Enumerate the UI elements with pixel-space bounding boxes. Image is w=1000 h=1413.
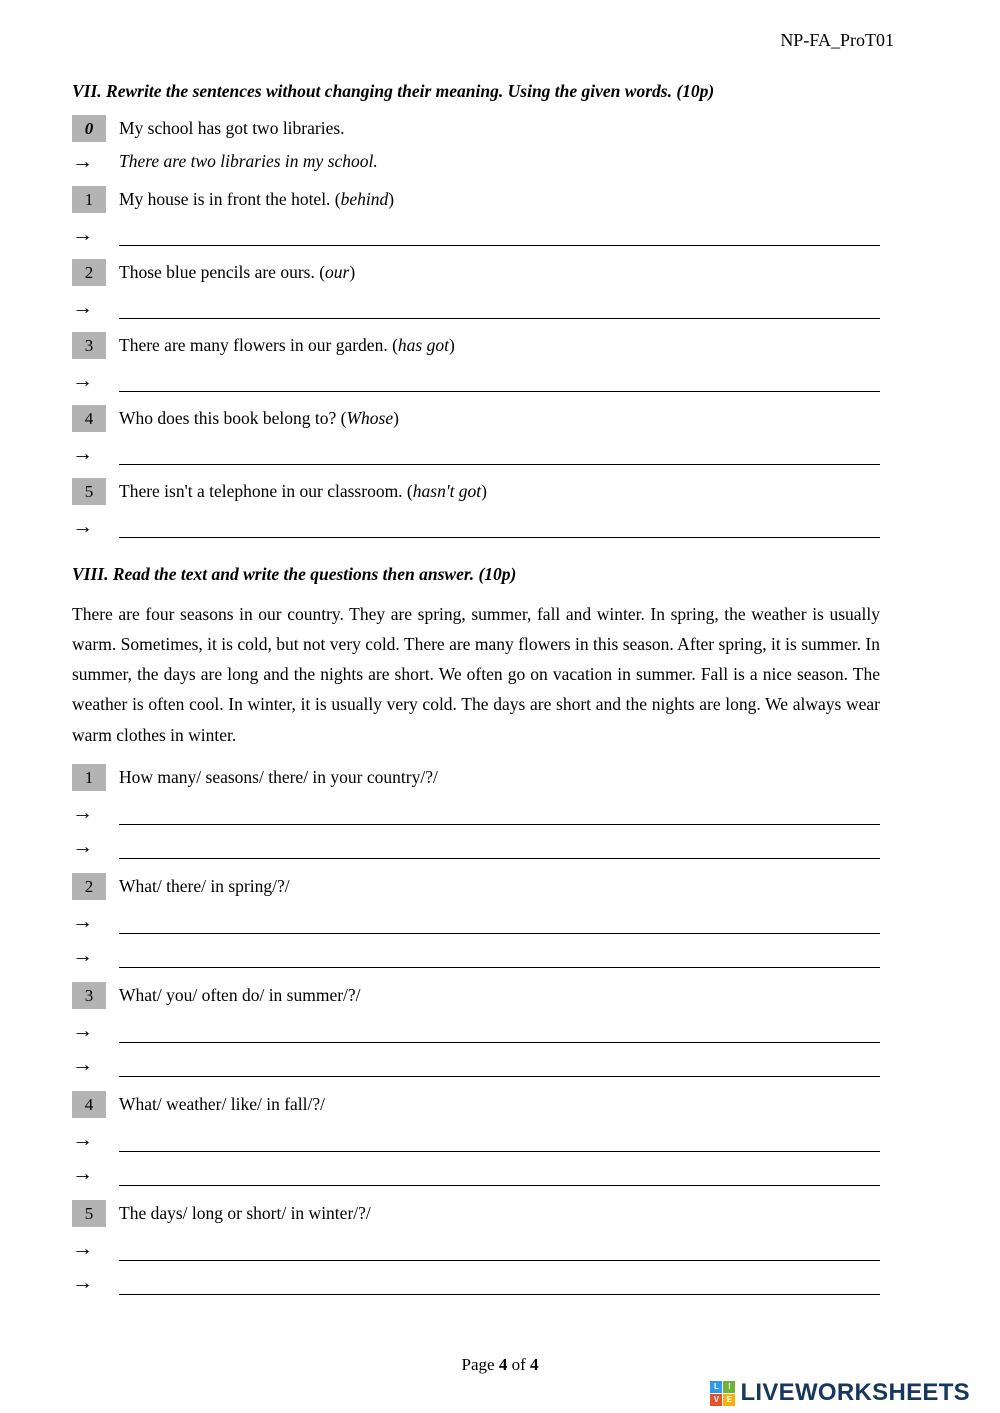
- arrow-icon: →: [72, 295, 93, 319]
- page-footer: [0, 1355, 1000, 1375]
- arrow-icon: →: [72, 1127, 93, 1152]
- item-sentence: [119, 405, 399, 432]
- keyword-hint: our: [325, 262, 350, 283]
- answer-row-5b: [72, 1269, 880, 1295]
- question-prompt: What/ weather/ like/ in fall/?/: [119, 1093, 326, 1114]
- answer-input[interactable]: [119, 833, 880, 859]
- example-answer-row: [72, 149, 880, 173]
- question-row-2: [72, 908, 880, 934]
- exercise-viii-item-5: [72, 1200, 880, 1227]
- item-number: 5: [72, 1200, 106, 1227]
- item-number: 3: [72, 332, 106, 359]
- arrow-icon: →: [72, 1236, 93, 1261]
- liveworksheets-logo: [710, 1379, 970, 1407]
- logo-square: V: [710, 1394, 722, 1406]
- exercise-viii-item-1: [72, 764, 880, 791]
- arrow-icon: →: [72, 1018, 93, 1043]
- page-number: 4: [498, 1355, 508, 1374]
- item-number: 3: [72, 982, 106, 1009]
- answer-row-3: [72, 366, 880, 392]
- answer-input[interactable]: [119, 439, 880, 465]
- example-answer-text: There are two libraries in my school.: [119, 151, 378, 172]
- keyword-hint: behind: [340, 189, 389, 210]
- exercise-vii-item-1: [72, 186, 880, 213]
- arrow-icon: →: [72, 1270, 93, 1295]
- answer-row-3b: [72, 1051, 880, 1077]
- item-number: 4: [72, 405, 106, 432]
- answer-row-1b: [72, 833, 880, 859]
- sentence-close: ): [349, 262, 356, 283]
- exercise-vii-item-4: [72, 405, 880, 432]
- logo-square: I: [723, 1381, 735, 1393]
- arrow-icon: →: [72, 1161, 93, 1186]
- exercise-vii-item-2: [72, 259, 880, 286]
- answer-input[interactable]: [119, 366, 880, 392]
- exercise-viii-item-3: [72, 982, 880, 1009]
- sentence-close: ): [448, 335, 455, 356]
- arrow-icon: →: [72, 441, 93, 465]
- question-row-4: [72, 1126, 880, 1152]
- question-input[interactable]: [119, 908, 880, 934]
- exercise-vii-example: [72, 115, 880, 142]
- sentence-text: There isn't a telephone in our classroom. (: [119, 481, 413, 502]
- logo-square: L: [710, 1381, 722, 1393]
- keyword-hint: Whose: [346, 408, 394, 429]
- question-prompt: The days/ long or short/ in winter/?/: [119, 1202, 371, 1223]
- item-number: 2: [72, 873, 106, 900]
- question-row-3: [72, 1017, 880, 1043]
- section-viii-title: VIII. Read the text and write the questions then answer. (10p): [72, 564, 517, 585]
- item-number: 2: [72, 259, 106, 286]
- item-sentence: [119, 332, 455, 359]
- arrow-icon: →: [72, 149, 93, 173]
- arrow-icon: →: [72, 800, 93, 825]
- answer-input[interactable]: [119, 1160, 880, 1186]
- logo-square: E: [723, 1394, 735, 1406]
- answer-input[interactable]: [119, 293, 880, 319]
- item-number: 0: [72, 115, 106, 142]
- answer-row-5: [72, 512, 880, 538]
- item-sentence: [119, 478, 487, 505]
- item-number: 4: [72, 1091, 106, 1118]
- sentence-close: ): [388, 189, 395, 210]
- sentence-text: My house is in front the hotel. (: [119, 189, 341, 210]
- arrow-icon: →: [72, 514, 93, 538]
- sentence-text: Those blue pencils are ours. (: [119, 262, 326, 283]
- sentence-close: ): [481, 481, 487, 502]
- exercise-viii-item-4: [72, 1091, 880, 1118]
- exercise-viii-item-2: [72, 873, 880, 900]
- item-sentence: [119, 186, 394, 213]
- item-sentence: [119, 259, 355, 286]
- answer-input[interactable]: [119, 1051, 880, 1077]
- answer-row-2b: [72, 942, 880, 968]
- liveworksheets-icon: [710, 1381, 735, 1406]
- answer-row-1: [72, 220, 880, 246]
- answer-input[interactable]: [119, 220, 880, 246]
- question-row-1: [72, 799, 880, 825]
- exercise-vii-item-5: [72, 478, 880, 505]
- page-of-label: of: [511, 1355, 526, 1374]
- item-number: 1: [72, 186, 106, 213]
- arrow-icon: →: [72, 909, 93, 934]
- sentence-text: Who does this book belong to? (: [119, 408, 347, 429]
- question-prompt: What/ there/ in spring/?/: [119, 875, 290, 896]
- keyword-hint: hasn't got: [412, 481, 482, 502]
- answer-row-4b: [72, 1160, 880, 1186]
- arrow-icon: →: [72, 834, 93, 859]
- sentence-close: ): [393, 408, 399, 429]
- example-sentence: My school has got two libraries.: [119, 118, 345, 138]
- item-number: 5: [72, 478, 106, 505]
- question-prompt: How many/ seasons/ there/ in your country/?/: [119, 766, 438, 787]
- answer-row-4: [72, 439, 880, 465]
- question-row-5: [72, 1235, 880, 1261]
- arrow-icon: →: [72, 222, 93, 246]
- document-code: NP-FA_ProT01: [780, 30, 894, 50]
- logo-wordmark: LIVEWORKSHEETS: [740, 1379, 970, 1406]
- item-number: 1: [72, 764, 106, 791]
- arrow-icon: →: [72, 943, 93, 968]
- question-prompt: What/ you/ often do/ in summer/?/: [119, 984, 361, 1005]
- section-vii-title: VII. Rewrite the sentences without changing their meaning. Using the given words. (10p): [72, 81, 715, 101]
- answer-input[interactable]: [119, 1269, 880, 1295]
- page-label: Page: [461, 1355, 495, 1374]
- answer-input[interactable]: [119, 942, 880, 968]
- reading-passage: There are four seasons in our country. They are spring, summer, fall and winter. In spring, the weather is usually warm. Sometimes, it is cold, but not very cold. There are many flowers in this season. After spring, it is summer. In summer, the days are long and the nights are short. We often go on vacation in summer. Fall is a nice season. The weather is often cool. In winter, it is usually very cold. The days are short and the nights are long. We always wear warm clothes in winter.: [72, 604, 880, 745]
- question-input[interactable]: [119, 799, 880, 825]
- question-input[interactable]: [119, 1235, 880, 1261]
- page-total: 4: [529, 1355, 539, 1374]
- answer-input[interactable]: [119, 512, 880, 538]
- answer-row-2: [72, 293, 880, 319]
- question-input[interactable]: [119, 1126, 880, 1152]
- exercise-vii-item-3: [72, 332, 880, 359]
- keyword-hint: has got: [397, 335, 449, 356]
- question-input[interactable]: [119, 1017, 880, 1043]
- sentence-text: There are many flowers in our garden. (: [119, 335, 398, 356]
- arrow-icon: →: [72, 1052, 93, 1077]
- arrow-icon: →: [72, 368, 93, 392]
